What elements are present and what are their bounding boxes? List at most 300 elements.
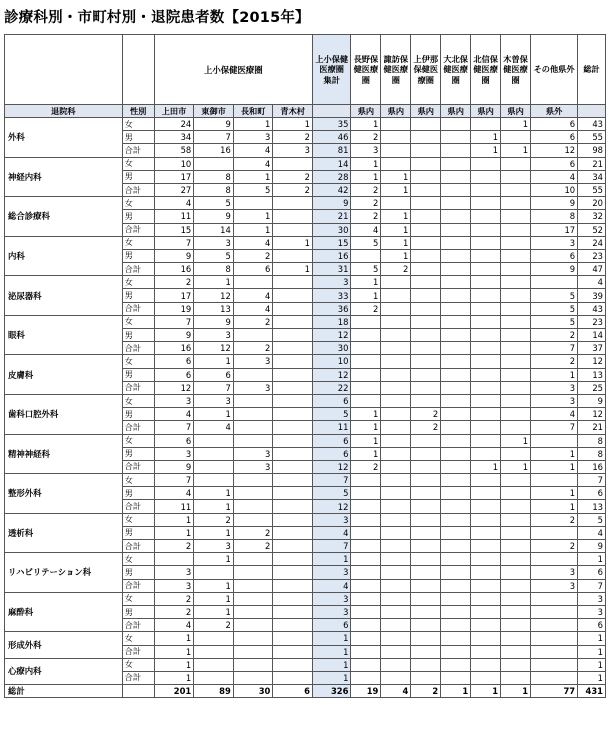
value-cell — [351, 526, 381, 539]
value-cell — [411, 355, 441, 368]
value-cell: 2 — [531, 540, 578, 553]
value-cell — [194, 447, 234, 460]
value-cell: 3 — [312, 605, 350, 618]
sex-label: 合計 — [122, 671, 154, 684]
value-cell: 32 — [578, 210, 606, 223]
value-cell — [233, 605, 273, 618]
table-row — [5, 315, 606, 328]
value-cell — [411, 197, 441, 210]
table-row — [5, 592, 606, 605]
value-cell — [233, 329, 273, 342]
value-cell — [501, 421, 531, 434]
value-cell — [273, 289, 313, 302]
value-cell — [441, 263, 471, 276]
value-cell: 6 — [531, 118, 578, 131]
value-cell: 3 — [233, 355, 273, 368]
value-cell — [441, 579, 471, 592]
value-cell: 9 — [194, 118, 234, 131]
value-cell: 6 — [194, 368, 234, 381]
value-cell: 18 — [312, 315, 350, 328]
value-cell — [531, 619, 578, 632]
value-cell — [273, 566, 313, 579]
kamiina-subheader: 県内 — [411, 105, 441, 118]
value-cell — [351, 500, 381, 513]
value-cell — [381, 619, 411, 632]
value-cell — [441, 249, 471, 262]
value-cell: 23 — [578, 315, 606, 328]
value-cell: 1 — [351, 434, 381, 447]
value-cell: 3 — [154, 566, 194, 579]
sex-label: 女 — [122, 434, 154, 447]
value-cell — [273, 526, 313, 539]
value-cell: 10 — [531, 183, 578, 196]
value-cell — [471, 210, 501, 223]
value-cell — [411, 474, 441, 487]
table-row — [5, 658, 606, 671]
value-cell — [501, 197, 531, 210]
value-cell: 52 — [578, 223, 606, 236]
value-cell — [471, 408, 501, 421]
value-cell: 3 — [312, 566, 350, 579]
grand-total-value: 6 — [273, 685, 313, 698]
value-cell: 3 — [194, 540, 234, 553]
other-pref-subheader: 県外 — [531, 105, 578, 118]
value-cell: 8 — [578, 434, 606, 447]
value-cell: 2 — [351, 460, 381, 473]
sex-label: 合計 — [122, 421, 154, 434]
value-cell — [531, 658, 578, 671]
tomi-column-header: 東御市 — [194, 105, 234, 118]
value-cell — [273, 645, 313, 658]
value-cell: 2 — [273, 183, 313, 196]
value-cell — [273, 421, 313, 434]
value-cell — [441, 658, 471, 671]
value-cell: 1 — [273, 236, 313, 249]
value-cell — [411, 368, 441, 381]
value-cell: 3 — [273, 144, 313, 157]
value-cell — [194, 566, 234, 579]
value-cell — [411, 236, 441, 249]
value-cell: 47 — [578, 263, 606, 276]
value-cell: 37 — [578, 342, 606, 355]
value-cell — [471, 157, 501, 170]
grand-total-value: 89 — [194, 685, 234, 698]
value-cell: 5 — [233, 183, 273, 196]
value-cell — [194, 474, 234, 487]
value-cell: 3 — [312, 276, 350, 289]
value-cell: 6 — [312, 619, 350, 632]
value-cell — [381, 144, 411, 157]
value-cell — [501, 315, 531, 328]
value-cell — [381, 487, 411, 500]
value-cell — [471, 394, 501, 407]
value-cell: 9 — [154, 249, 194, 262]
value-cell — [381, 540, 411, 553]
value-cell: 4 — [194, 421, 234, 434]
value-cell — [411, 157, 441, 170]
value-cell — [351, 355, 381, 368]
value-cell: 8 — [531, 210, 578, 223]
value-cell — [411, 513, 441, 526]
value-cell: 1 — [194, 408, 234, 421]
value-cell: 2 — [531, 329, 578, 342]
value-cell — [273, 500, 313, 513]
value-cell: 98 — [578, 144, 606, 157]
value-cell: 3 — [531, 394, 578, 407]
value-cell: 1 — [194, 579, 234, 592]
value-cell — [273, 381, 313, 394]
value-cell — [471, 170, 501, 183]
value-cell — [273, 355, 313, 368]
value-cell: 1 — [233, 170, 273, 183]
grand-total-value: 30 — [233, 685, 273, 698]
sex-label: 女 — [122, 592, 154, 605]
value-cell: 55 — [578, 131, 606, 144]
dept-name: 内科 — [5, 236, 123, 276]
value-cell: 33 — [312, 289, 350, 302]
value-cell — [531, 526, 578, 539]
value-cell: 2 — [154, 540, 194, 553]
value-cell — [441, 236, 471, 249]
value-cell: 16 — [578, 460, 606, 473]
value-cell — [501, 619, 531, 632]
value-cell: 5 — [312, 487, 350, 500]
value-cell — [233, 619, 273, 632]
grand-total-subheader — [578, 105, 606, 118]
value-cell: 34 — [578, 170, 606, 183]
value-cell — [381, 671, 411, 684]
value-cell — [351, 632, 381, 645]
value-cell — [471, 658, 501, 671]
value-cell — [273, 579, 313, 592]
value-cell: 9 — [154, 460, 194, 473]
value-cell: 1 — [381, 210, 411, 223]
value-cell — [471, 605, 501, 618]
value-cell — [351, 474, 381, 487]
value-cell: 1 — [154, 671, 194, 684]
value-cell — [411, 566, 441, 579]
value-cell: 2 — [531, 355, 578, 368]
sex-label: 男 — [122, 368, 154, 381]
value-cell — [381, 289, 411, 302]
value-cell: 8 — [194, 183, 234, 196]
sex-label: 男 — [122, 131, 154, 144]
value-cell: 36 — [312, 302, 350, 315]
value-cell: 3 — [312, 513, 350, 526]
value-cell — [273, 447, 313, 460]
value-cell — [441, 118, 471, 131]
value-cell — [501, 526, 531, 539]
value-cell — [411, 434, 441, 447]
value-cell: 9 — [531, 197, 578, 210]
value-cell — [411, 553, 441, 566]
value-cell: 7 — [154, 474, 194, 487]
value-cell — [501, 632, 531, 645]
value-cell: 12 — [531, 144, 578, 157]
sex-label: 女 — [122, 632, 154, 645]
value-cell — [273, 619, 313, 632]
value-cell — [351, 315, 381, 328]
value-cell: 2 — [154, 276, 194, 289]
value-cell — [273, 394, 313, 407]
value-cell: 1 — [194, 526, 234, 539]
value-cell — [154, 553, 194, 566]
value-cell: 12 — [312, 460, 350, 473]
kamishoho-total-subheader — [312, 105, 350, 118]
value-cell: 1 — [194, 605, 234, 618]
value-cell — [471, 421, 501, 434]
value-cell — [501, 500, 531, 513]
grand-total-value: 1 — [471, 685, 501, 698]
dept-name: 泌尿器科 — [5, 276, 123, 316]
value-cell: 21 — [578, 421, 606, 434]
value-cell: 81 — [312, 144, 350, 157]
grand-total-label: 総計 — [5, 685, 123, 698]
value-cell — [411, 579, 441, 592]
value-cell: 1 — [471, 131, 501, 144]
value-cell — [351, 605, 381, 618]
value-cell: 7 — [312, 474, 350, 487]
table-row — [5, 394, 606, 407]
corner-cell-2 — [122, 35, 154, 105]
value-cell: 7 — [154, 421, 194, 434]
value-cell — [531, 434, 578, 447]
dept-name: 精神神経科 — [5, 434, 123, 474]
value-cell: 1 — [351, 408, 381, 421]
sex-label: 男 — [122, 170, 154, 183]
value-cell — [233, 645, 273, 658]
value-cell: 2 — [233, 315, 273, 328]
value-cell — [233, 394, 273, 407]
value-cell: 2 — [351, 210, 381, 223]
value-cell — [411, 645, 441, 658]
value-cell: 31 — [312, 263, 350, 276]
value-cell: 1 — [501, 460, 531, 473]
value-cell — [273, 302, 313, 315]
value-cell — [351, 592, 381, 605]
value-cell: 1 — [154, 658, 194, 671]
dept-name: 眼科 — [5, 315, 123, 355]
value-cell — [411, 632, 441, 645]
sex-label: 男 — [122, 487, 154, 500]
value-cell — [273, 197, 313, 210]
value-cell: 1 — [312, 553, 350, 566]
value-cell: 55 — [578, 183, 606, 196]
table-row — [5, 197, 606, 210]
value-cell: 1 — [194, 592, 234, 605]
sex-label: 女 — [122, 553, 154, 566]
value-cell — [441, 276, 471, 289]
value-cell — [501, 249, 531, 262]
dept-name: 心療内科 — [5, 658, 123, 684]
value-cell — [351, 619, 381, 632]
value-cell: 2 — [381, 263, 411, 276]
value-cell: 16 — [194, 144, 234, 157]
value-cell: 6 — [154, 368, 194, 381]
value-cell: 1 — [381, 236, 411, 249]
value-cell: 58 — [154, 144, 194, 157]
value-cell: 3 — [194, 394, 234, 407]
value-cell — [381, 368, 411, 381]
value-cell: 2 — [411, 408, 441, 421]
value-cell: 12 — [312, 500, 350, 513]
value-cell: 8 — [194, 263, 234, 276]
value-cell: 1 — [233, 210, 273, 223]
value-cell: 17 — [154, 170, 194, 183]
value-cell: 9 — [154, 329, 194, 342]
value-cell — [351, 553, 381, 566]
value-cell: 1 — [531, 500, 578, 513]
value-cell: 1 — [351, 447, 381, 460]
value-cell — [501, 474, 531, 487]
value-cell — [531, 474, 578, 487]
grand-total-value: 326 — [312, 685, 350, 698]
sex-label: 女 — [122, 197, 154, 210]
value-cell — [531, 605, 578, 618]
value-cell — [273, 223, 313, 236]
value-cell — [501, 566, 531, 579]
grand-total-value: 1 — [501, 685, 531, 698]
value-cell — [411, 500, 441, 513]
value-cell: 46 — [312, 131, 350, 144]
value-cell: 1 — [531, 447, 578, 460]
value-cell: 1 — [471, 460, 501, 473]
value-cell — [441, 210, 471, 223]
value-cell: 3 — [312, 592, 350, 605]
value-cell — [351, 579, 381, 592]
value-cell — [441, 329, 471, 342]
sex-label: 女 — [122, 118, 154, 131]
value-cell: 16 — [312, 249, 350, 262]
value-cell — [233, 632, 273, 645]
value-cell — [381, 645, 411, 658]
value-cell: 3 — [154, 394, 194, 407]
value-cell: 1 — [194, 500, 234, 513]
value-cell — [441, 500, 471, 513]
value-cell: 22 — [312, 381, 350, 394]
value-cell — [411, 619, 441, 632]
value-cell: 1 — [194, 355, 234, 368]
value-cell: 4 — [154, 408, 194, 421]
sex-label: 女 — [122, 513, 154, 526]
value-cell — [501, 513, 531, 526]
value-cell: 2 — [351, 197, 381, 210]
value-cell — [501, 170, 531, 183]
value-cell — [351, 368, 381, 381]
value-cell — [471, 183, 501, 196]
value-cell: 2 — [194, 619, 234, 632]
value-cell — [501, 263, 531, 276]
value-cell — [381, 592, 411, 605]
value-cell — [381, 421, 411, 434]
value-cell — [471, 315, 501, 328]
value-cell: 30 — [312, 223, 350, 236]
dept-name: 皮膚科 — [5, 355, 123, 395]
table-row — [5, 513, 606, 526]
value-cell — [194, 434, 234, 447]
dept-name: 形成外科 — [5, 632, 123, 658]
value-cell: 5 — [351, 263, 381, 276]
value-cell: 1 — [351, 276, 381, 289]
value-cell: 7 — [194, 381, 234, 394]
value-cell — [273, 513, 313, 526]
value-cell: 20 — [578, 197, 606, 210]
value-cell — [381, 157, 411, 170]
value-cell — [441, 355, 471, 368]
sex-label: 合計 — [122, 144, 154, 157]
value-cell — [441, 460, 471, 473]
table-row — [5, 553, 606, 566]
value-cell — [501, 592, 531, 605]
value-cell: 5 — [531, 302, 578, 315]
nagano-subheader: 県内 — [351, 105, 381, 118]
value-cell — [381, 526, 411, 539]
value-cell — [501, 658, 531, 671]
value-cell: 1 — [578, 645, 606, 658]
value-cell: 2 — [351, 183, 381, 196]
sex-column-header: 性別 — [122, 105, 154, 118]
value-cell: 9 — [194, 210, 234, 223]
value-cell — [233, 408, 273, 421]
value-cell: 1 — [194, 553, 234, 566]
value-cell: 1 — [531, 487, 578, 500]
value-cell — [194, 645, 234, 658]
value-cell — [233, 474, 273, 487]
value-cell: 1 — [531, 460, 578, 473]
value-cell — [501, 329, 531, 342]
value-cell — [273, 276, 313, 289]
sex-label: 男 — [122, 447, 154, 460]
value-cell — [381, 605, 411, 618]
value-cell: 1 — [194, 276, 234, 289]
value-cell — [441, 487, 471, 500]
value-cell — [351, 540, 381, 553]
value-cell: 12 — [194, 289, 234, 302]
value-cell — [351, 249, 381, 262]
value-cell — [501, 183, 531, 196]
value-cell — [233, 671, 273, 684]
value-cell — [471, 513, 501, 526]
value-cell: 1 — [194, 487, 234, 500]
sex-label: 合計 — [122, 500, 154, 513]
value-cell — [501, 157, 531, 170]
value-cell: 6 — [578, 566, 606, 579]
value-cell: 8 — [194, 170, 234, 183]
value-cell: 1 — [381, 183, 411, 196]
value-cell — [233, 513, 273, 526]
value-cell — [501, 289, 531, 302]
value-cell — [501, 381, 531, 394]
value-cell — [411, 263, 441, 276]
discharge-table — [4, 34, 606, 698]
sex-label: 合計 — [122, 263, 154, 276]
value-cell: 11 — [312, 421, 350, 434]
kiso-header: 木曽保健医療圏 — [501, 35, 531, 105]
value-cell — [381, 632, 411, 645]
sex-label: 女 — [122, 394, 154, 407]
value-cell — [411, 183, 441, 196]
value-cell — [411, 658, 441, 671]
value-cell: 7 — [194, 131, 234, 144]
value-cell — [441, 645, 471, 658]
value-cell: 2 — [154, 592, 194, 605]
value-cell — [381, 500, 411, 513]
value-cell — [471, 474, 501, 487]
sex-label: 女 — [122, 157, 154, 170]
value-cell: 2 — [351, 131, 381, 144]
value-cell — [381, 553, 411, 566]
value-cell — [351, 342, 381, 355]
